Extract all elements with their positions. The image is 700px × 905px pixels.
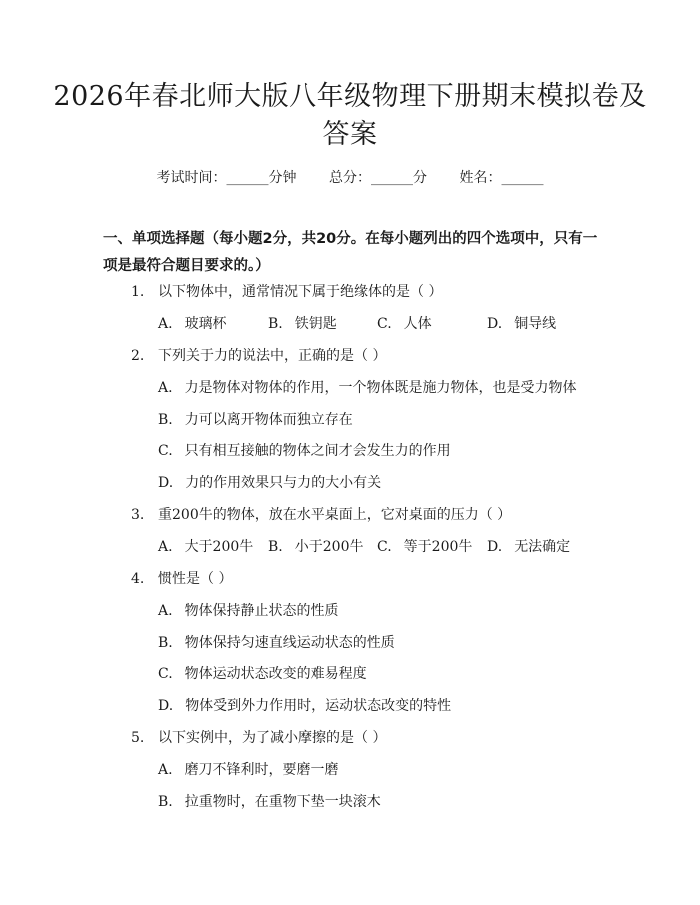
exam-title: 2026年春北师大版八年级物理下册期末模拟卷及答案 <box>53 81 647 150</box>
option-text: 力的作用效果只与力的大小有关 <box>185 475 382 491</box>
option-text: 物体运动状态改变的难易程度 <box>184 666 367 682</box>
option-b <box>268 537 363 557</box>
question-number: 2. <box>131 348 145 364</box>
option-letter: B. <box>268 539 283 555</box>
question-2-option-d <box>158 473 381 493</box>
option-letter: B. <box>158 412 173 428</box>
score-unit: 分 <box>413 170 427 186</box>
option-text: 无法确定 <box>514 539 571 555</box>
option-text: 铜导线 <box>514 316 557 332</box>
option-letter: D. <box>487 316 503 332</box>
question-number: 4. <box>131 571 145 587</box>
name-label: 姓名： <box>459 170 502 186</box>
question-text: 惯性是（ ） <box>158 571 233 587</box>
option-letter: C. <box>158 666 173 682</box>
option-text: 力是物体对物体的作用，一个物体既是施力物体，也是受力物体 <box>184 380 577 396</box>
option-text: 磨刀不锋利时，要磨一磨 <box>184 762 339 778</box>
question-2-option-c <box>158 441 451 461</box>
option-letter: B. <box>158 794 173 810</box>
time-unit: 分钟 <box>268 170 297 186</box>
question-4-option-b <box>158 633 395 653</box>
question-text: 以下物体中，通常情况下属于绝缘体的是（ ） <box>158 284 443 300</box>
question-5-option-b <box>158 792 381 812</box>
option-text: 玻璃杯 <box>184 316 227 332</box>
exam-meta-line <box>0 168 700 188</box>
score-blank: ______ <box>371 170 413 186</box>
question-4-option-c <box>158 664 367 684</box>
name-blank: ______ <box>501 170 544 186</box>
question-4-option-a <box>158 601 339 621</box>
option-letter: C. <box>377 539 392 555</box>
question-number: 3. <box>131 507 145 523</box>
option-d <box>487 314 556 334</box>
question-4-option-d <box>158 696 451 716</box>
question-number: 1. <box>131 284 145 300</box>
option-text: 物体保持静止状态的性质 <box>184 603 339 619</box>
option-letter: A. <box>158 762 173 778</box>
question-2-option-a <box>158 378 577 398</box>
option-letter: B. <box>268 316 283 332</box>
option-letter: C. <box>377 316 392 332</box>
option-text: 物体受到外力作用时，运动状态改变的特性 <box>185 698 452 714</box>
option-text: 大于200牛 <box>184 539 254 555</box>
question-text: 以下实例中，为了减小摩擦的是（ ） <box>158 730 387 746</box>
total-score-field <box>329 168 427 188</box>
option-letter: A. <box>158 603 173 619</box>
exam-time-field <box>157 168 297 188</box>
option-c <box>377 314 432 334</box>
score-label: 总分： <box>329 170 371 186</box>
option-b <box>268 314 337 334</box>
time-blank: ______ <box>226 170 269 186</box>
option-text: 等于200牛 <box>403 539 473 555</box>
option-letter: D. <box>158 698 174 714</box>
question-text: 下列关于力的说法中，正确的是（ ） <box>158 348 387 364</box>
option-text: 力可以离开物体而独立存在 <box>184 412 353 428</box>
option-d <box>487 537 570 557</box>
option-letter: D. <box>487 539 503 555</box>
option-letter: D. <box>158 475 174 491</box>
time-label: 考试时间： <box>156 170 227 186</box>
option-text: 人体 <box>403 316 432 332</box>
option-text: 物体保持匀速直线运动状态的性质 <box>184 635 395 651</box>
option-letter: C. <box>158 443 173 459</box>
section-heading: 一、单项选择题（每小题2分，共20分。在每小题列出的四个选项中，只有一项是最符合题目要求的。） <box>103 231 598 274</box>
student-name-field <box>459 168 543 188</box>
option-letter: B. <box>158 635 173 651</box>
option-text: 只有相互接触的物体之间才会发生力的作用 <box>184 443 451 459</box>
option-text: 拉重物时，在重物下垫一块滚木 <box>184 794 381 810</box>
option-c <box>377 537 472 557</box>
option-letter: A. <box>158 539 173 555</box>
question-text: 重200牛的物体，放在水平桌面上，它对桌面的压力（ ） <box>158 507 512 523</box>
question-number: 5. <box>131 730 145 746</box>
question-5-option-a <box>158 760 339 780</box>
question-2-option-b <box>158 410 353 430</box>
option-letter: A. <box>158 316 173 332</box>
option-text: 铁钥匙 <box>294 316 337 332</box>
option-a <box>158 537 253 557</box>
option-a <box>158 314 227 334</box>
option-letter: A. <box>158 380 173 396</box>
option-text: 小于200牛 <box>294 539 364 555</box>
